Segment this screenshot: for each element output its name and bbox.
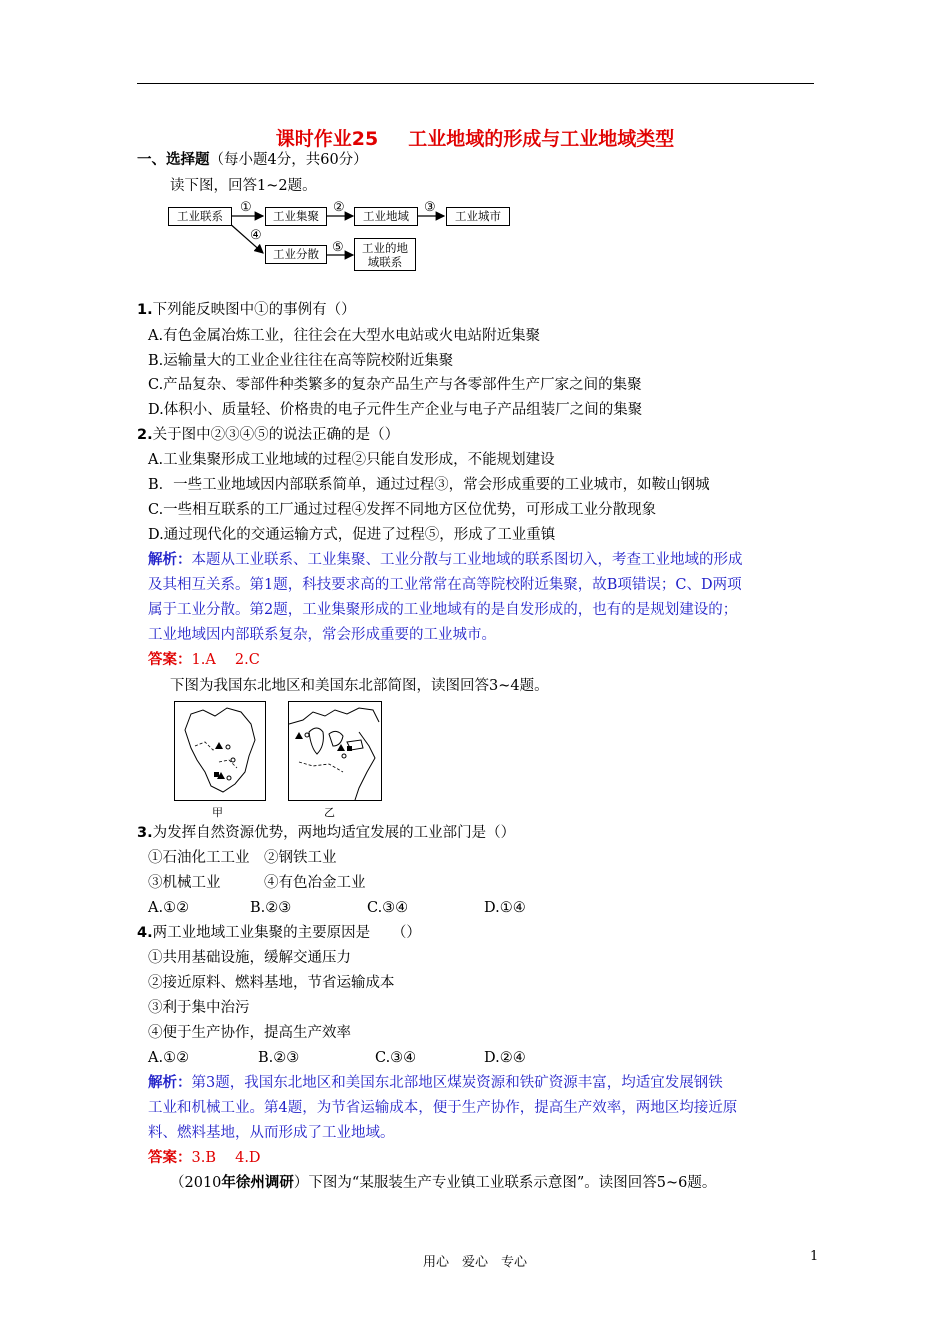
flow-box-regional-linkage-line2: 域联系: [367, 255, 403, 269]
analysis1-line3: 属于工业分散。第2题，工业集聚形成的工业地域有的是自发形成的，也有的是规划建设的；: [148, 602, 738, 618]
q1-number: 1.: [137, 302, 153, 318]
analysis1-line2: 及其相互关系。第1题，科技要求高的工业常常在高等院校附近集聚，故B项错误；C、D两项: [148, 577, 742, 593]
q3-option-c: C.③④: [367, 900, 409, 916]
q4-number: 4.: [137, 925, 153, 941]
analysis1-label: 解析：: [148, 552, 192, 568]
analysis2-line1: [148, 1073, 723, 1093]
q3-items-line2: ③机械工业 ④有色冶金工业: [148, 875, 366, 891]
answer1-label: 答案：: [148, 652, 192, 668]
q4-item-2: ②接近原料、燃料基地，节省运输成本: [148, 975, 395, 991]
analysis2-text1: 第3题，我国东北地区和美国东北部地区煤炭资源和铁矿资源丰富，均适宜发展钢铁: [191, 1075, 723, 1091]
q4-item-1: ①共用基础设施，缓解交通压力: [148, 950, 351, 966]
q1-text: 下列能反映图中①的事例有（）: [152, 302, 356, 318]
flow-box-agglomeration: 工业集聚: [265, 207, 327, 226]
q2-option-b: B．一些工业地域因内部联系简单，通过过程③，常会形成重要的工业城市，如鞍山钢城: [148, 477, 710, 493]
q3-items-line1: ①石油化工工业 ②钢铁工业: [148, 850, 337, 866]
header-rule: [137, 83, 814, 84]
intro-3-rest: ）下图为“某服装生产专业镇工业联系示意图”。读图回答5~6题。: [293, 1175, 717, 1191]
intro-3: [170, 1173, 716, 1193]
analysis2-label: 解析：: [148, 1075, 192, 1091]
q4-text: 两工业地域工业集聚的主要原因是 （）: [152, 925, 421, 941]
analysis2-line2: 工业和机械工业。第4题，为节省运输成本，便于生产协作，提高生产效率，两地区均接近原: [148, 1100, 738, 1116]
arrow-label-1: ①: [240, 200, 252, 215]
q2-text: 关于图中②③④⑤的说法正确的是（）: [152, 427, 400, 443]
q4-option-a: A.①②: [148, 1050, 190, 1066]
arrow-label-4: ④: [250, 228, 262, 243]
map-usa-outline: [289, 702, 381, 800]
arrow-label-3: ③: [424, 200, 436, 215]
q4-option-b: B.②③: [258, 1050, 300, 1066]
map-northeast-china: [174, 701, 266, 801]
flow-box-dispersion: 工业分散: [265, 245, 327, 264]
section-heading: [137, 150, 368, 170]
flow-box-linkage: 工业联系: [168, 207, 232, 226]
map-left-label: 甲: [212, 806, 223, 819]
q1-option-b: B.运输量大的工业企业往往在高等院校附近集聚: [148, 353, 454, 369]
page-number: 1: [810, 1249, 819, 1264]
page-footer: 用心 爱心 专心: [422, 1255, 527, 1270]
q2-number: 2.: [137, 427, 153, 443]
q1-option-d: D.体积小、质量轻、价格贵的电子元件生产企业与电子产品组装厂之间的集聚: [148, 402, 643, 418]
answer2-label: 答案：: [148, 1150, 192, 1166]
section-title: 一、选择题: [137, 152, 210, 168]
analysis1-line1: [148, 550, 743, 570]
q2-stem: [137, 425, 399, 445]
section-note: （每小题4分，共60分）: [209, 152, 368, 168]
answer2: [148, 1148, 261, 1168]
q3-option-a: A.①②: [148, 900, 190, 916]
q4-item-3: ③利于集中治污: [148, 1000, 250, 1016]
intro-3-prefix: （2010: [170, 1175, 222, 1191]
intro-3-bold: 年徐州调研: [221, 1175, 294, 1191]
map-china-outline: [175, 702, 265, 800]
answer1-text: 1.A 2.C: [191, 652, 260, 668]
flow-box-region: 工业地域: [354, 207, 418, 226]
title-part1: 课时作业25: [275, 128, 379, 150]
map-right-label: 乙: [324, 806, 335, 819]
q1-stem: [137, 300, 356, 320]
q4-item-4: ④便于生产协作，提高生产效率: [148, 1025, 351, 1041]
analysis2-line3: 料、燃料基地，从而形成了工业地域。: [148, 1125, 395, 1141]
q4-option-d: D.②④: [484, 1050, 526, 1066]
arrow-label-2: ②: [333, 200, 345, 215]
title-part2: 工业地域的形成与工业地域类型: [408, 128, 675, 150]
intro-1: 读下图，回答1~2题。: [170, 178, 317, 194]
intro-2: 下图为我国东北地区和美国东北部简图，读图回答3~4题。: [170, 678, 549, 694]
page-title: [0, 124, 950, 151]
q2-option-c: C.一些相互联系的工厂通过过程④发挥不同地方区位优势，可形成工业分散现象: [148, 502, 657, 518]
answer1: [148, 650, 260, 670]
analysis1-text1: 本题从工业联系、工业集聚、工业分散与工业地域的联系图切入，考查工业地域的形成: [191, 552, 743, 568]
q4-option-c: C.③④: [375, 1050, 417, 1066]
arrow-label-5: ⑤: [332, 240, 344, 255]
q3-text: 为发挥自然资源优势，两地均适宜发展的工业部门是（）: [152, 825, 516, 841]
q2-option-a: A.工业集聚形成工业地域的过程②只能自发形成，不能规划建设: [148, 452, 555, 468]
q1-option-a: A.有色金属冶炼工业，往往会在大型水电站或火电站附近集聚: [148, 328, 541, 344]
analysis1-line4: 工业地域因内部联系复杂，常会形成重要的工业城市。: [148, 627, 496, 643]
q3-option-d: D.①④: [484, 900, 526, 916]
q4-stem: [137, 923, 421, 943]
q3-option-b: B.②③: [250, 900, 292, 916]
flow-box-city: 工业城市: [446, 207, 510, 226]
flow-box-regional-linkage: [354, 238, 416, 271]
answer2-text: 3.B 4.D: [191, 1150, 261, 1166]
q3-stem: [137, 823, 515, 843]
flow-box-regional-linkage-line1: 工业的地: [362, 241, 408, 255]
map-northeast-usa: [288, 701, 382, 801]
q2-option-d: D.通过现代化的交通运输方式，促进了过程⑤，形成了工业重镇: [148, 527, 556, 543]
q3-number: 3.: [137, 825, 153, 841]
q1-option-c: C.产品复杂、零部件种类繁多的复杂产品生产与各零部件生产厂家之间的集聚: [148, 377, 642, 393]
